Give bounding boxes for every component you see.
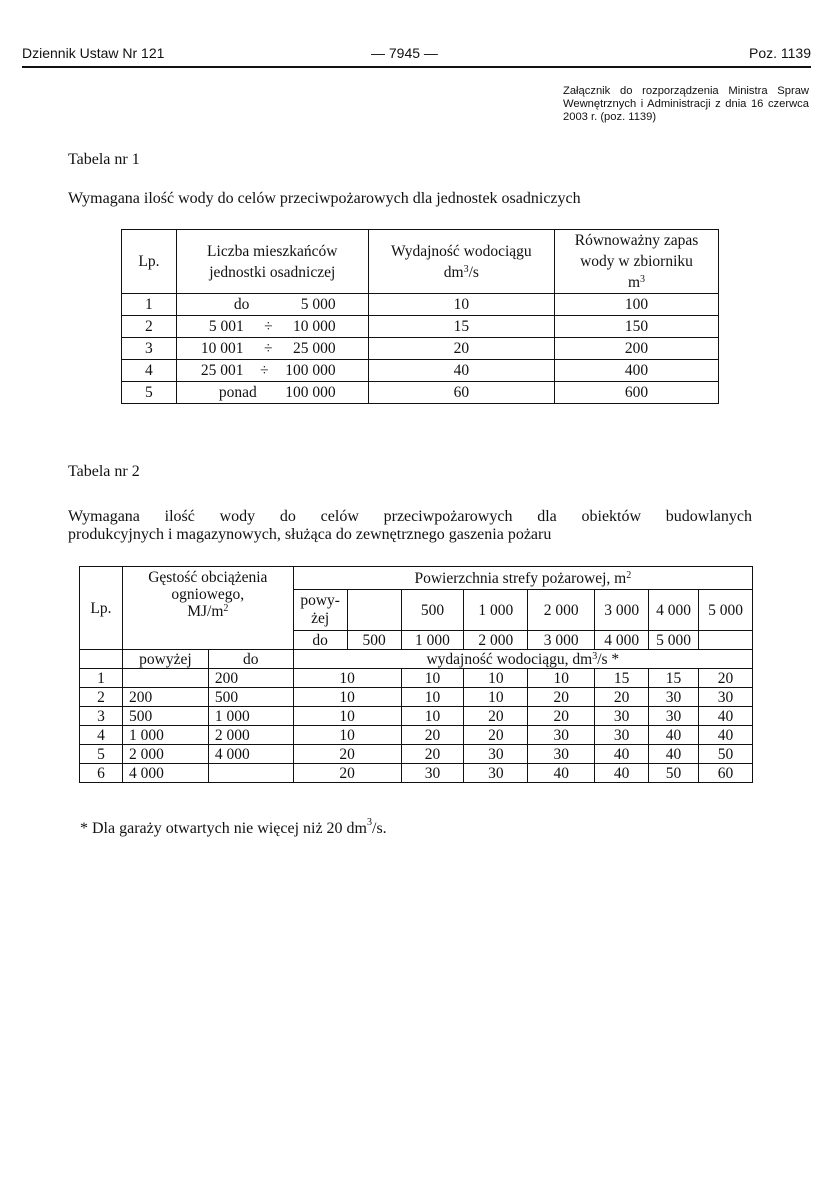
page-number: — 7945 — — [371, 45, 438, 61]
table2-capacity-cell: 30 — [649, 707, 699, 726]
table1-reserve: 100 — [555, 294, 719, 316]
area-upto-cell: 1 000 — [401, 631, 464, 650]
table2-header-row — [80, 567, 753, 590]
unit-sup: 3 — [367, 817, 372, 828]
table2-header-density-upto: do — [208, 650, 293, 669]
table2-density-above: 200 — [122, 688, 208, 707]
unit-sup: 3 — [463, 263, 469, 275]
population-from: ponad — [218, 384, 257, 401]
table2-capacity-merged: 10 — [293, 688, 401, 707]
table-row — [122, 360, 719, 382]
table1 — [121, 229, 719, 404]
table2-body — [80, 669, 753, 783]
area-upto-cell — [699, 631, 753, 650]
table1-title: Wymagana ilość wody do celów przeciwpożarowych dla jednostek osadniczych — [68, 190, 581, 207]
table1-population — [176, 316, 368, 338]
table1-reserve: 400 — [555, 360, 719, 382]
area-above-cell: 5 000 — [699, 590, 753, 631]
table2-capacity-cell: 30 — [595, 707, 649, 726]
table2-capacity-merged: 20 — [293, 745, 401, 764]
table-row — [122, 316, 719, 338]
table-row — [80, 745, 753, 764]
population-from: do — [233, 296, 250, 313]
area-above-cell: 2 000 — [528, 590, 595, 631]
table1-lp: 2 — [122, 316, 177, 338]
table2-header-density — [122, 567, 293, 650]
table1-lp: 4 — [122, 360, 177, 382]
table2-subheader-row — [80, 650, 753, 669]
table1-reserve: 200 — [555, 338, 719, 360]
table2-lp: 6 — [80, 764, 123, 783]
above-label: żej — [311, 610, 330, 627]
table1-capacity: 15 — [368, 316, 554, 338]
table1-population — [176, 294, 368, 316]
table2-capacity-cell: 20 — [401, 726, 464, 745]
table2-capacity-cell: 15 — [595, 669, 649, 688]
table2-capacity-merged: 10 — [293, 669, 401, 688]
table1-population — [176, 360, 368, 382]
table2-header-density-above: powyżej — [122, 650, 208, 669]
table2-capacity-cell: 40 — [699, 707, 753, 726]
table1-capacity: 60 — [368, 382, 554, 404]
annex-note: Załącznik do rozporządzenia Ministra Spraw Wewnętrznych i Administracji z dnia 16 czerwca 2003 r. (poz. 1139) — [563, 85, 809, 123]
table1-header-capacity-text: Wydajność wodociągu — [391, 242, 532, 260]
table2-capacity-cell: 30 — [528, 726, 595, 745]
table2-capacity-cell: 40 — [595, 764, 649, 783]
range-separator: ÷ — [263, 340, 273, 357]
header-divider — [22, 66, 811, 68]
table2-density-upto — [208, 764, 293, 783]
table2-capacity-cell: 10 — [528, 669, 595, 688]
position-number: Poz. 1139 — [748, 45, 811, 61]
population-to: 100 000 — [285, 362, 336, 379]
table2-density-upto: 1 000 — [208, 707, 293, 726]
area-above-cell: 4 000 — [649, 590, 699, 631]
table2-density-above: 500 — [122, 707, 208, 726]
population-to: 25 000 — [293, 340, 336, 357]
area-upto-cell: 4 000 — [595, 631, 649, 650]
unit-sup: 3 — [592, 650, 598, 662]
footnote-text: /s. — [372, 820, 387, 837]
table2-capacity-cell: 40 — [649, 745, 699, 764]
table1-reserve: 150 — [555, 316, 719, 338]
population-to: 5 000 — [300, 296, 336, 313]
unit-sup: 3 — [640, 274, 646, 285]
area-above-cell — [347, 590, 401, 631]
population-to: 100 000 — [285, 384, 336, 401]
area-above-cell: 3 000 — [595, 590, 649, 631]
table2-capacity-cell: 10 — [464, 669, 528, 688]
table2-density-above: 4 000 — [122, 764, 208, 783]
table2-capacity-cell: 40 — [595, 745, 649, 764]
table2-capacity-merged: 20 — [293, 764, 401, 783]
table2-capacity-cell: 20 — [699, 669, 753, 688]
table1-header-population — [176, 230, 368, 294]
table2-capacity-cell: 20 — [464, 726, 528, 745]
table2-capacity-cell: 50 — [649, 764, 699, 783]
table-row — [80, 726, 753, 745]
table2-density-upto: 500 — [208, 688, 293, 707]
table2-lp-blank — [80, 650, 123, 669]
table2-density-upto: 2 000 — [208, 726, 293, 745]
table2-lp: 3 — [80, 707, 123, 726]
table2-capacity-cell: 30 — [464, 745, 528, 764]
table1-capacity: 20 — [368, 338, 554, 360]
above-label: powy- — [300, 592, 340, 609]
table2-lp: 4 — [80, 726, 123, 745]
table-row — [122, 294, 719, 316]
table1-header-row — [122, 230, 719, 294]
table2-title-line1: Wymagana ilość wody do celów przeciwpożarowych dla obiektów budowlanych — [68, 508, 752, 525]
table2-lp: 1 — [80, 669, 123, 688]
density-label: Gęstość obciążenia — [148, 569, 268, 586]
table1-header-lp: Lp. — [122, 230, 177, 294]
table2-density-above: 2 000 — [122, 745, 208, 764]
table2-capacity-cell: 15 — [649, 669, 699, 688]
table1-header-reserve — [555, 230, 719, 294]
table2-header-lp: Lp. — [80, 567, 123, 650]
table2-capacity-cell: 20 — [528, 707, 595, 726]
table1-population — [176, 382, 368, 404]
unit-text: m — [627, 274, 641, 291]
table1-lp: 5 — [122, 382, 177, 404]
table2-capacity-cell: 40 — [699, 726, 753, 745]
area-upto-cell: 5 000 — [649, 631, 699, 650]
table2-capacity-cell: 40 — [528, 764, 595, 783]
population-from: 10 001 — [200, 340, 244, 357]
table2-capacity-cell: 10 — [401, 707, 464, 726]
journal-title: Dziennik Ustaw Nr 121 — [22, 45, 165, 61]
table1-lp: 1 — [122, 294, 177, 316]
table2-header-area — [293, 567, 752, 590]
table2-header-upto: do — [293, 631, 347, 650]
table1-header-population-text: Liczba mieszkańców jednostki osadniczej — [207, 242, 338, 281]
table2-capacity-cell: 20 — [528, 688, 595, 707]
table-row — [80, 764, 753, 783]
capacity-label: /s * — [597, 650, 620, 668]
area-label: Powierzchnia strefy pożarowej, m — [414, 569, 627, 587]
table1-population — [176, 338, 368, 360]
density-unit: MJ/m — [187, 603, 224, 620]
table2-density-above — [122, 669, 208, 688]
table2-lp: 5 — [80, 745, 123, 764]
table1-capacity: 40 — [368, 360, 554, 382]
table2-density-upto: 4 000 — [208, 745, 293, 764]
table2-capacity-cell: 20 — [401, 745, 464, 764]
population-from: 25 001 — [200, 362, 244, 379]
table2-capacity-cell: 30 — [401, 764, 464, 783]
area-upto-cell: 3 000 — [528, 631, 595, 650]
table-row — [122, 382, 719, 404]
capacity-label: wydajność wodociągu, dm — [426, 650, 593, 668]
table2-capacity-cell: 60 — [699, 764, 753, 783]
table2 — [79, 566, 753, 783]
area-above-cell: 1 000 — [464, 590, 528, 631]
table-row — [80, 707, 753, 726]
table-row — [80, 688, 753, 707]
table1-header-capacity — [368, 230, 554, 294]
range-separator: ÷ — [264, 318, 273, 335]
unit-text: /s — [468, 263, 479, 281]
table1-header-reserve-text: Równoważny zapas wody w zbiorniku — [574, 232, 699, 270]
population-from: 5 001 — [208, 318, 244, 335]
footnote — [80, 817, 387, 838]
table2-capacity-merged: 10 — [293, 707, 401, 726]
table2-label: Tabela nr 2 — [68, 463, 140, 480]
footnote-text: * Dla garaży otwartych nie więcej niż 20 dm — [80, 820, 367, 837]
table2-capacity-cell: 30 — [464, 764, 528, 783]
table2-capacity-cell: 30 — [528, 745, 595, 764]
table2-capacity-cell: 20 — [464, 707, 528, 726]
table2-density-above: 1 000 — [122, 726, 208, 745]
table-row — [80, 669, 753, 688]
table2-capacity-cell: 10 — [464, 688, 528, 707]
area-upto-cell: 500 — [347, 631, 401, 650]
unit-sup: 2 — [626, 569, 632, 581]
unit-sup: 2 — [223, 603, 229, 614]
table1-header-capacity-unit — [444, 264, 479, 281]
table2-capacity-merged: 10 — [293, 726, 401, 745]
table2-title-line2: produkcyjnych i magazynowych, służąca do zewnętrznego gaszenia pożaru — [68, 526, 552, 543]
table2-capacity-cell: 10 — [401, 688, 464, 707]
area-upto-cell: 2 000 — [464, 631, 528, 650]
density-label: ogniowego, — [171, 586, 245, 603]
table1-lp: 3 — [122, 338, 177, 360]
table1-capacity: 10 — [368, 294, 554, 316]
unit-text: dm — [443, 263, 464, 281]
table2-capacity-cell: 40 — [649, 726, 699, 745]
population-to: 10 000 — [293, 318, 336, 335]
table2-lp: 2 — [80, 688, 123, 707]
table2-capacity-cell: 10 — [401, 669, 464, 688]
area-above-cell: 500 — [401, 590, 464, 631]
table2-capacity-cell: 30 — [595, 726, 649, 745]
table1-reserve: 600 — [555, 382, 719, 404]
table2-capacity-cell: 30 — [649, 688, 699, 707]
table1-label: Tabela nr 1 — [68, 151, 140, 168]
table2-header-above — [293, 590, 347, 631]
table-row — [122, 338, 719, 360]
table2-density-upto: 200 — [208, 669, 293, 688]
range-separator: ÷ — [260, 362, 269, 379]
table2-header-capacity — [293, 650, 752, 669]
table2-capacity-cell: 50 — [699, 745, 753, 764]
table2-capacity-cell: 30 — [699, 688, 753, 707]
table2-capacity-cell: 20 — [595, 688, 649, 707]
